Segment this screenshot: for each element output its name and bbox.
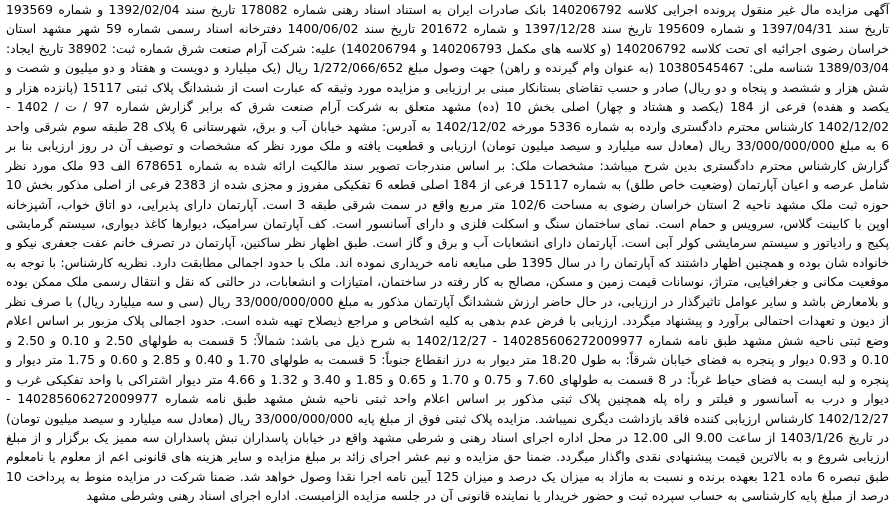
auction-notice-body: آگهی مزایده مال غیر منقول پرونده اجرایی کلاسه 140206792 بانک صادرات ایران به استناد اسناد رهنی شماره 178082 تاریخ سند 1392/02/04 و شماره 193569 تاریخ سند 1397/04/31 و شماره 195609 تاریخ سند 1397/12/28 و شماره 201672 تاریخ سند 1400/06/02 دفترخانه اسناد رسمی شماره 59 شهر مشهد استان خراسان رضوی اجرائیه ای تحت کلاسه 140206792 (و کلاسه های مکمل 140206793 و 140206794) علیه: شرکت آرام صنعت شرق شماره ثبت: 38902 تاریخ ایجاد: 1389/03/04 شناسه ملی: 10380545467 (به عنوان وام گیرنده و راهن) جهت وصول مبلغ 1/272/066/652 ریال (یک میلیارد و دویست و هفتاد و دو میلیون و شصت و شش هزار و ششصد و پنجاه و دو ریال) صادر و حسب تقاضای بستانکار مبنی بر ارزیابی و مزایده مورد وثیقه که عبارت است از ششدانگ پلاک ثبتی 15117 (پانزده هزار و یکصد و هفده) فرعی از 184 (یکصد و هشتاد و چهار) اصلی بخش 10 (ده) مشهد متعلق به شرکت آرام صنعت شرق که برابر گزارش شماره 97 / ت / 1402 - 1402/12/02 کارشناس محترم دادگستری وارده به شماره 5336 مورخه 1402/12/02 به آدرس: مشهد خیابان آب و برق، شهرستانی 6 پلاک 28 طبقه سوم شرقی واحد 6 به مبلغ 33/000/000/000 ریال (معادل سه میلیارد و سیصد میلیون تومان) ارزیابی و قطعیت یافته و ملک مورد نظر که مشخصات و توصیف آن در روز ارزیابی بنا بر گزارش کارشناس محترم دادگستری بدین شرح میباشد: مشخصات ملک: بر اساس مندرجات تصویر سند مالکیت ارائه شده به شماره 678651 الف 93 ملک مورد نظر شامل عرصه و اعیان آپارتمان (وضعیت خاص طلق) به شماره 15117 فرعی از 184 اصلی قطعه 6 تفکیکی مفروز و مجزی شده از 2383 فرعی از اصلی مذکور بخش 10 حوزه ثبت ملک مشهد ناحیه 2 استان خراسان رضوی به مساحت 102/6 متر مربع واقع در سمت شرقی طبقه 3 است. آپارتمان دارای پذیرایی، دو اتاق خواب، آشپزخانه اوپن با کابینت گلاس، سرویس و حمام است. نمای ساختمان سنگ و اسکلت فلزی و دارای آسانسور است. کف آپارتمان سرامیک، دیوارها کاغذ دیواری، سیستم گرمایشی پکیج و رادیاتور و سیستم سرمایشی کولر آبی است. آپارتمان دارای انشعابات آب و برق و گاز است. طبق اظهار نظر ساکنین، آپارتمان در تصرف خانم عفت جعفری نیکو و خانواده شان بوده و همچنین اظهار داشتند که آپارتمان را در سال 1395 طی مبایعه نامه خریداری نموده اند. ملک با حدود اجمالی مطابقت دارد. نظریه کارشناس: با توجه به موقعیت مکانی و جغرافیایی، متراژ، نوسانات قیمت زمین و مسکن، مصالح به کار رفته در ساختمان، امتیازات و انشعابات، در حالتی که نقل و انتقال رسمی ملک ممکن بوده و بلامعارض باشد و سایر عوامل تاثیرگذار در ارزیابی، در حال حاضر ارزش ششدانگ آپارتمان مذکور به مبلغ 33/000/000/000 ریال (سی و سه میلیارد ریال) با صرف نظر از دیون و تعهدات احتمالی برآورد و پیشنهاد میگردد. ارزیابی با فرض عدم بدهی به کلیه اشخاص و مراجع ذیصلاح تهیه شده است. حدود اجمالی پلاک مزبور بر اساس اعلام وضع ثبتی ناحیه شش مشهد طبق نامه شماره 140285606272009977 - 1402/12/27 به شرح ذیل می باشد: شمالاً: 5 قسمت به طولهای 2.50 و 0.10 و 2.50 و 0.10 و 0.93 دیوار و پنجره به فضای خیابان شرقاً: به طول 18.20 متر دیوار به درز انقطاع جنوباً: 5 قسمت به طولهای 1.70 و 0.40 و 2.85 و 0.60 و 1.75 متر دیوار و پنجره و لبه ایست به فضای حیاط غرباً: در 8 قسمت به طولهای 7.60 و 0.75 و 1.70 و 0.65 و 1.85 و 3.40 و 1.32 و 4.66 متر دیوار اشتراکی با واحد تفکیکی غرب و دیوار و درب به آسانسور و فیلتر و راه پله همچنین پلاک ثبتی مذکور بر اساس اعلام واحد ثبتی ناحیه شش مشهد طبق نامه شماره 140285606272009977 - 1402/12/27 کارشناس ارزیابی کننده فاقد بازداشت دیگری نمیباشد. مزایده پلاک ثبتی فوق از مبلغ پایه 33/000/000/000 ریال (معادل سه میلیارد و سیصد میلیون تومان) در تاریخ 1403/1/26 از ساعت 9.00 الی 12.00 در محل اداره اجرای اسناد رهنی و شرطی مشهد واقع در خیابان پاسداران نبش پاسداران سه ممیز یک برگزار و از مبلغ ارزیابی شروع و به بالاترین قیمت پیشنهادی نقدی واگذار میگردد. ضمنا حق مزایده و نیم عشر اجرای زائد بر مبلغ مزایده و سایر هزینه های قانونی اعم از معلوم یا نامعلوم طبق تبصره 6 ماده 121 بعهده برنده و نسبت به مازاد به میزان یک درصد و میزان 125 آیین نامه اجرا نقدا وصول خواهد شد. ضمنا شرکت در مزایده منوط به پرداخت 10 درصد از مبلغ پایه کارشناسی به حساب سپرده ثبت و حضور خریدار یا نماینده قانونی آن در جلسه مزایده الزامیست. اداره اجرای اسناد رهنی وشرطی مشهد — [6, 3, 890, 504]
